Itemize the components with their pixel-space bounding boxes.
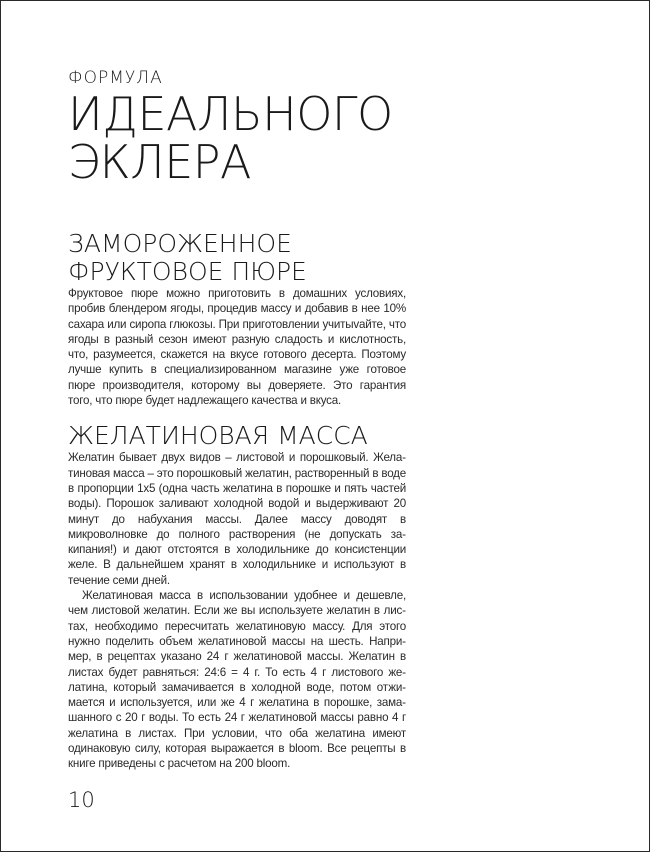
- section-heading-line-1: ЖЕЛАТИНОВАЯ МАССА: [68, 421, 368, 451]
- section-heading-line-2: ФРУКТОВОЕ ПЮРЕ: [68, 257, 307, 286]
- paragraph-fruit-puree: Фруктовое пюре можно приготовить в домашних условиях, пробив блендером ягоды, процедив массу и добавив в нее 10% сахара или сиропа глюкозы. При приготовлении учитыvайте, что ягоды в разный сезон имеют разную сладость и кислотность, что, разумеется, скажется на вкусе готового десерта. Поэтому лучше купить в специализированном магазине уже готовое пюре производителя, которому вы доверяете. Это гарантия того, что пюре будет надлежащего качества и вкуса.: [68, 287, 406, 408]
- section-heading-line-1: ЗАМОРОЖЕННОЕ: [68, 229, 292, 258]
- paragraph-gelatin-types: Желатин бывает двух видов – листовой и порошковый. Желатиновая масса – это порошковый желатин, растворенный в воде в пропорции 1х5 (одна часть желатина в порошке и пять частей воды). Порошок заливают холодной водой и выдерживают 20 минут до набухания массы. Далее массу доводят в микроволновке до полного растворения (не допускать закипания!) и дают отстоятся в холодильнике до консистенции желе. В дальнейшем хранят в холодильнике и используют в течение семи дней.: [68, 451, 406, 587]
- section-heading-fruit-puree: [68, 230, 428, 286]
- section-fruit-puree: [68, 230, 406, 408]
- paragraph-gelatin-conversion: Желатиновая масса в использовании удобнее и дешевле, чем листовой желатин. Если же вы используете желатин в листах, необходимо пересчитать желатиновую массу. Для этого нужно поделить объем желатиновой массы на шесть. Например, в рецептах указано 24 г желатиновой массы. Желатин в листах будет равняться: 24:6 = 4 г. То есть 4 г листового желатина, который замачивается в холодной воде, потом отжимается и используется, или же 4 г желатина в порошке, замашанного с 20 г воды. То есть 24 г желатиновой массы равно 4 г желатина в листах. При условии, что оба желатина имеют одинаковую силу, которая выражается в bloom. Все рецепты в книге приведены с расчетом на 200 bloom.: [68, 589, 406, 771]
- title-eyebrow: ФОРМУЛА: [68, 68, 163, 88]
- page-title-line-1: ИДЕАЛЬНОГО: [68, 87, 393, 141]
- page-number: 10: [68, 788, 95, 812]
- section-heading-gelatin-mass: [68, 422, 428, 450]
- section-gelatin-mass: [68, 422, 406, 771]
- page-title: [68, 87, 488, 189]
- page-title-line-2: ЭКЛЕРА: [68, 135, 251, 189]
- page-content: [68, 68, 406, 772]
